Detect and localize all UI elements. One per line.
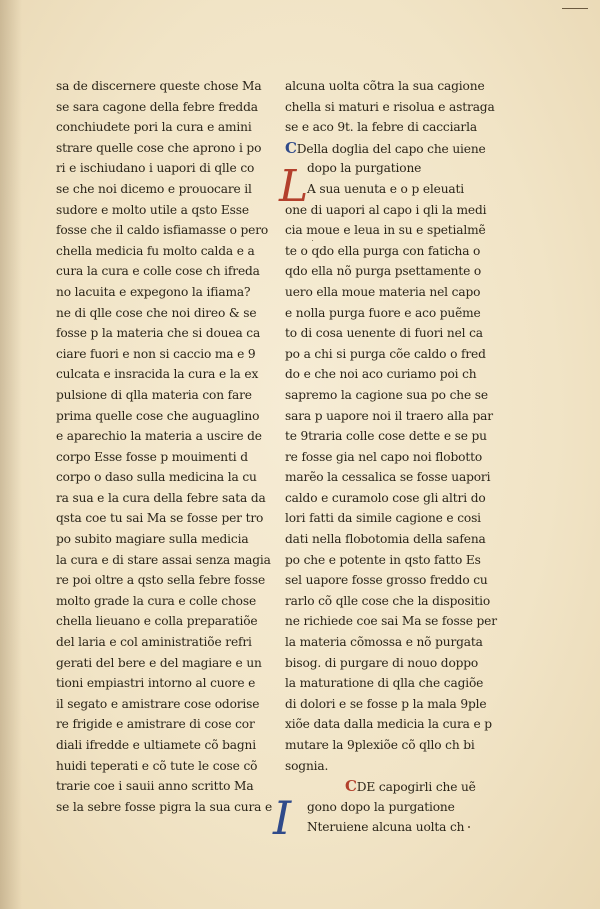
text-line: di dolori e se fosse p la mala 9ple [285,696,487,711]
text-line: corpo o daso sulla medicina la cu [56,470,257,485]
text-line: ri e ischiudano i uapori di qlle co [56,161,255,176]
paper-speck [312,240,313,241]
rubric-heading-1b: dopo la purgatione [307,161,422,176]
text-line: la cura e di stare assai senza magia [56,552,271,567]
text-line: bisog. di purgare di nouo doppo [285,655,479,670]
text-line: lori fatti da simile cagione e cosi [285,511,481,526]
text-line: alcuna uolta cõtra la sua cagione [285,79,485,93]
text-line: strare quelle cose che aprono i po [56,140,262,155]
text-line: ciare fuori e non si caccio ma e 9 [56,346,256,361]
text-line: mutare la 9plexiõe cõ qllo ch bi [285,738,475,752]
text-line: chella medicia fu molto calda e a [56,243,255,258]
text-line: la materia cõmossa e nõ purgata [285,635,483,650]
text-line: uero ella moue materia nel capo [285,284,481,299]
text-line: pulsione di qlla materia con fare [56,387,252,402]
text-line: fosse p la materia che si douea ca [56,326,261,341]
text-line: rarlo cõ qlle cose che la dispositio [285,593,491,608]
text-line: il segato e amistrare cose odorise [56,696,260,711]
text-line: la maturatione di qlla che cagiõe [285,676,484,691]
text-line: xiõe data dalla medicia la cura e p [285,717,492,732]
text-line: re frigide e amistrare di cose cor [56,717,255,732]
text-line: Nteruiene alcuna uolta ch [307,820,465,835]
text-line: conchiudete pori la cura e amini [56,120,252,135]
text-line: ne richiede coe sai Ma se fosse per [285,614,497,629]
text-line: se sara cagone della febre fredda [56,99,258,114]
text-line: caldo e curamolo cose gli altri do [285,490,486,505]
text-line: trarie coe i sauii anno scritto Ma [56,779,254,794]
text-line: marẽo la cessalica se fosse uapori [285,470,491,485]
text-line: cia moue e leua in su e spetialmẽ [285,223,486,238]
text-line: se che noi dicemo e prouocare il [56,181,252,196]
text-line: to di cosa uenente di fuori nel ca [285,326,483,341]
text-line: culcata e insracida la cura e la ex [56,367,259,382]
text-line: fosse che il caldo isfiamasse o pero [56,223,269,238]
paragraph-mark-icon: C [285,138,297,157]
text-line: re fosse gia nel capo noi flobotto [285,449,483,464]
binding-shadow [0,0,22,909]
paragraph-mark-icon: C [345,777,357,796]
text-line: po a chi si purga cõe caldo o fred [285,346,486,361]
text-line: qsta coe tu sai Ma se fosse per tro [56,511,264,526]
text-line: sel uapore fosse grosso freddo cu [285,573,488,588]
left-text-column [56,76,278,817]
text-line: molto grade la cura e colle chose [56,593,257,608]
text-line: one di uapori al capo i qli la medi [285,202,487,217]
text-line: te o qdo ella purga con faticha o [285,243,481,258]
text-line: e nolla purga fuore e aco puẽme [285,305,481,320]
text-line: do e che noi aco curiamo poi ch [285,367,477,382]
red-initial-letter: L [279,160,309,212]
text-line: re poi oltre a qsto sella febre fosse [56,573,266,588]
text-line: te 9traria colle cose dette e se pu [285,429,487,444]
text-line: chella lieuano e colla preparatiõe [56,614,258,629]
text-line: chella si maturi e risolua e astraga [285,99,495,114]
blue-initial-letter: I [273,791,292,846]
text-line: se la sebre fosse pigra la sua cura e [56,799,273,814]
rubric-heading-1: CDella doglia del capo che uiene [285,138,486,157]
text-line: qdo ella nõ purga psettamente o [285,264,482,279]
rubric-heading-2b: gono dopo la purgatione [307,799,455,814]
corner-mark [562,2,588,9]
text-line: tioni empiastri intorno al cuore e [56,676,256,691]
text-line: po subito magiare sulla medicia [56,532,249,547]
right-text-column [273,76,510,846]
paper-speck [468,826,470,828]
text-line: sognia. [285,758,329,773]
text-line: sa de discernere queste chose Ma [56,79,262,93]
text-line: diali ifredde e ultiamete cõ bagni [56,738,256,752]
text-line: sudore e molto utile a qsto Esse [56,202,249,217]
text-line: dati nella flobotomia della safena [285,532,486,547]
text-line: ra sua e la cura della febre sata da [56,490,266,505]
text-line: no lacuita e expegono la ifiama? [56,284,251,299]
text-line: po che e potente in qsto fatto Es [285,552,481,567]
text-line: del laria e col aministratiõe refri [56,635,252,650]
text-line: sapremo la cagione sua po che se [285,387,488,402]
text-line: prima quelle cose che auguaglino [56,408,260,423]
text-line: cura la cura e colle cose ch ifreda [56,264,260,279]
rubric-heading-2: CDE capogirli che uẽ [345,777,476,796]
text-line: se e aco 9t. la febre di cacciarla [285,120,477,135]
text-line: sara p uapore noi il traero alla par [285,408,493,423]
text-line: corpo Esse fosse p mouimenti d [56,449,248,464]
text-line: gerati del bere e del magiare e un [56,655,262,670]
text-line: ne di qlle cose che noi direo & se [56,305,257,320]
text-line: A sua uenuta e o p eleuati [307,181,465,196]
text-line: e aparechio la materia a uscire de [56,429,262,444]
text-line: huidi teperati e cõ tute le cose cõ [56,758,258,773]
